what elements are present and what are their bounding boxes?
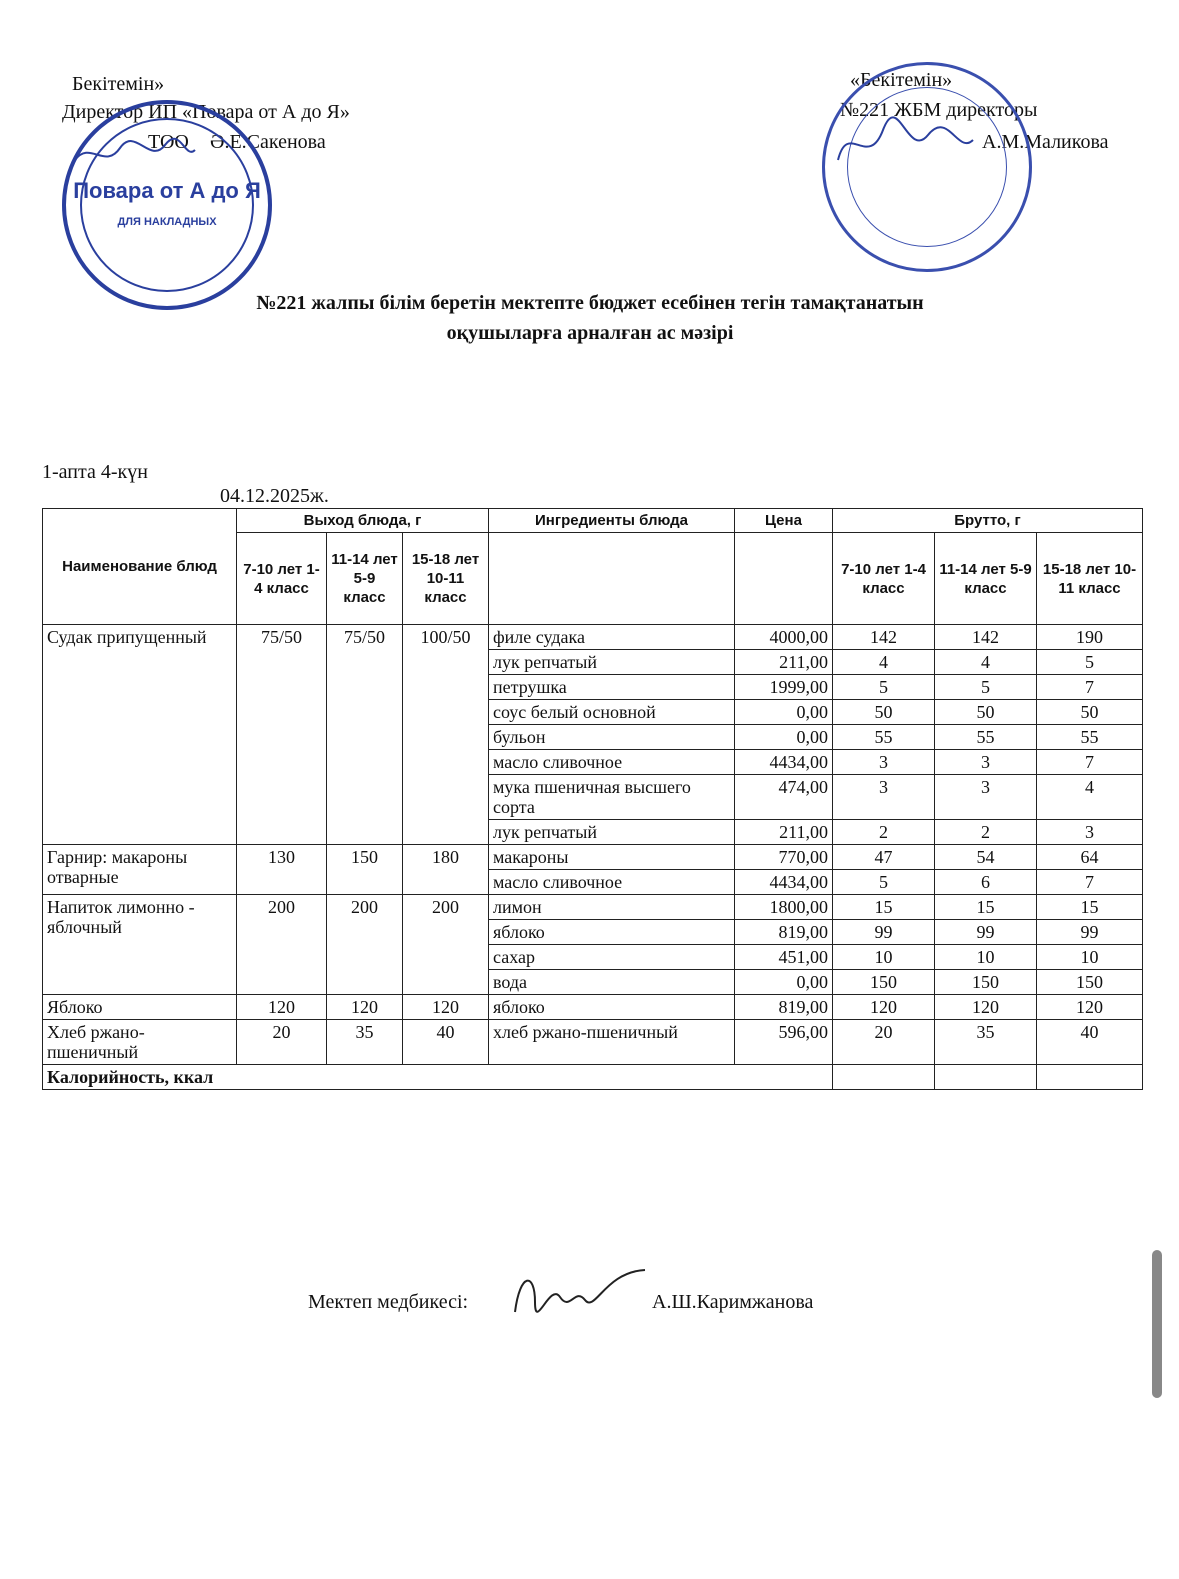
brutto-value: 20 [833, 1020, 935, 1065]
ingredient-price: 211,00 [735, 650, 833, 675]
dish-output: 120 [327, 995, 403, 1020]
header-ingredients: Ингредиенты блюда [489, 509, 735, 533]
header-b-age3: 15-18 лет 10-11 класс [1037, 533, 1143, 625]
dish-output: 120 [403, 995, 489, 1020]
week-day-label: 1-апта 4-күн [42, 461, 148, 483]
dish-name: Хлеб ржано-пшеничный [43, 1020, 237, 1065]
dish-output: 75/50 [327, 625, 403, 845]
header-empty-ing [489, 533, 735, 625]
brutto-value: 7 [1037, 675, 1143, 700]
ingredient-name: масло сливочное [489, 870, 735, 895]
brutto-value: 3 [935, 750, 1037, 775]
brutto-value: 50 [1037, 700, 1143, 725]
signer-right: А.М.Маликова [982, 131, 1109, 153]
dish-output: 75/50 [237, 625, 327, 845]
brutto-value: 64 [1037, 845, 1143, 870]
brutto-value: 99 [833, 920, 935, 945]
ingredient-name: лук репчатый [489, 820, 735, 845]
brutto-value: 190 [1037, 625, 1143, 650]
nurse-label: Мектеп медбикесі: [308, 1291, 469, 1313]
brutto-value: 40 [1037, 1020, 1143, 1065]
header-b-age2: 11-14 лет 5-9 класс [935, 533, 1037, 625]
dish-name: Напиток лимонно - яблочный [43, 895, 237, 995]
brutto-value: 47 [833, 845, 935, 870]
table-row [43, 1020, 1143, 1065]
dish-name: Гарнир: макароны отварные [43, 845, 237, 895]
ingredient-price: 211,00 [735, 820, 833, 845]
dish-output: 180 [403, 845, 489, 895]
ingredient-name: филе судака [489, 625, 735, 650]
table-row [43, 845, 1143, 870]
ingredient-name: мука пшеничная высшего сорта [489, 775, 735, 820]
brutto-value: 50 [833, 700, 935, 725]
dish-output: 20 [237, 1020, 327, 1065]
ingredient-price: 4434,00 [735, 870, 833, 895]
brutto-value: 142 [935, 625, 1037, 650]
calorie-row [43, 1065, 1143, 1090]
approve-label-left: Бекітемін» [72, 73, 165, 95]
brutto-value: 10 [833, 945, 935, 970]
ingredient-price: 4434,00 [735, 750, 833, 775]
scrollbar[interactable] [1152, 1250, 1162, 1398]
header-price: Цена [735, 509, 833, 533]
document-title-line1: №221 жалпы білім беретін мектепте бюджет есебінен тегін тамақтанатын [256, 292, 924, 314]
brutto-value: 55 [1037, 725, 1143, 750]
nurse-name: А.Ш.Каримжанова [652, 1291, 814, 1313]
brutto-value: 35 [935, 1020, 1037, 1065]
ingredient-name: макароны [489, 845, 735, 870]
brutto-value: 2 [833, 820, 935, 845]
brutto-value: 5 [833, 870, 935, 895]
ingredient-name: петрушка [489, 675, 735, 700]
menu-table [42, 508, 1143, 1090]
org-prefix: ТОО [148, 131, 189, 153]
ingredient-price: 4000,00 [735, 625, 833, 650]
ingredient-price: 0,00 [735, 700, 833, 725]
ingredient-name: хлеб ржано-пшеничный [489, 1020, 735, 1065]
brutto-value: 99 [1037, 920, 1143, 945]
dish-output: 35 [327, 1020, 403, 1065]
brutto-value: 120 [935, 995, 1037, 1020]
ingredient-price: 1800,00 [735, 895, 833, 920]
header-b-age1: 7-10 лет 1-4 класс [833, 533, 935, 625]
brutto-value: 7 [1037, 870, 1143, 895]
ingredient-price: 819,00 [735, 920, 833, 945]
ingredient-name: яблоко [489, 920, 735, 945]
brutto-value: 150 [1037, 970, 1143, 995]
table-row [43, 625, 1143, 650]
brutto-value: 15 [935, 895, 1037, 920]
ingredient-price: 819,00 [735, 995, 833, 1020]
ingredient-name: лук репчатый [489, 650, 735, 675]
director-right: №221 ЖБМ директоры [840, 99, 1038, 121]
menu-date: 04.12.2025ж. [220, 485, 329, 507]
ingredient-price: 770,00 [735, 845, 833, 870]
brutto-value: 120 [1037, 995, 1143, 1020]
brutto-value: 7 [1037, 750, 1143, 775]
dish-name: Судак припущенный [43, 625, 237, 845]
header-name: Наименование блюд [43, 509, 237, 625]
document-title-line2: оқушыларға арналған ас мәзірі [446, 322, 734, 344]
dish-output: 120 [237, 995, 327, 1020]
brutto-value: 4 [935, 650, 1037, 675]
brutto-value: 120 [833, 995, 935, 1020]
brutto-value: 2 [935, 820, 1037, 845]
brutto-value: 5 [935, 675, 1037, 700]
ingredient-name: вода [489, 970, 735, 995]
header-empty-price [735, 533, 833, 625]
stamp-brand: Повара от А до Я [73, 178, 261, 203]
dish-name: Яблоко [43, 995, 237, 1020]
brutto-value: 6 [935, 870, 1037, 895]
dish-output: 200 [327, 895, 403, 995]
brutto-value: 150 [833, 970, 935, 995]
nurse-signature [505, 1262, 655, 1322]
dish-output: 130 [237, 845, 327, 895]
approve-label-right: «Бекітемін» [850, 69, 953, 91]
dish-output: 150 [327, 845, 403, 895]
brutto-value: 5 [1037, 650, 1143, 675]
ingredient-name: сахар [489, 945, 735, 970]
ingredient-price: 474,00 [735, 775, 833, 820]
brutto-value: 15 [833, 895, 935, 920]
header-age1: 7-10 лет 1-4 класс [237, 533, 327, 625]
header-age3: 15-18 лет 10-11 класс [403, 533, 489, 625]
brutto-value: 142 [833, 625, 935, 650]
ingredient-price: 596,00 [735, 1020, 833, 1065]
brutto-value: 10 [935, 945, 1037, 970]
brutto-value: 150 [935, 970, 1037, 995]
brutto-value: 10 [1037, 945, 1143, 970]
table-row [43, 895, 1143, 920]
brutto-value: 3 [833, 775, 935, 820]
brutto-value: 3 [1037, 820, 1143, 845]
dish-output: 40 [403, 1020, 489, 1065]
dish-output: 200 [237, 895, 327, 995]
signer-left: Ә.Е.Сакенова [210, 131, 326, 153]
table-row [43, 995, 1143, 1020]
menu-body [43, 625, 1143, 1065]
ingredient-name: соус белый основной [489, 700, 735, 725]
ingredient-price: 451,00 [735, 945, 833, 970]
dish-output: 200 [403, 895, 489, 995]
signature-right [828, 110, 978, 180]
brutto-value: 4 [1037, 775, 1143, 820]
brutto-value: 15 [1037, 895, 1143, 920]
brutto-value: 3 [833, 750, 935, 775]
calorie-label: Калорийность, ккал [43, 1065, 833, 1090]
ingredient-price: 1999,00 [735, 675, 833, 700]
ingredient-price: 0,00 [735, 970, 833, 995]
ingredient-price: 0,00 [735, 725, 833, 750]
brutto-value: 55 [935, 725, 1037, 750]
ingredient-name: бульон [489, 725, 735, 750]
header-output: Выход блюда, г [237, 509, 489, 533]
brutto-value: 50 [935, 700, 1037, 725]
brutto-value: 99 [935, 920, 1037, 945]
header-age2: 11-14 лет 5-9 класс [327, 533, 403, 625]
ingredient-name: масло сливочное [489, 750, 735, 775]
brutto-value: 54 [935, 845, 1037, 870]
brutto-value: 55 [833, 725, 935, 750]
calorie-cell-2 [935, 1065, 1037, 1090]
calorie-cell-1 [833, 1065, 935, 1090]
ingredient-name: яблоко [489, 995, 735, 1020]
signature-left [70, 130, 200, 180]
brutto-value: 5 [833, 675, 935, 700]
dish-output: 100/50 [403, 625, 489, 845]
calorie-cell-3 [1037, 1065, 1143, 1090]
header-brutto: Брутто, г [833, 509, 1143, 533]
brutto-value: 3 [935, 775, 1037, 820]
ingredient-name: лимон [489, 895, 735, 920]
brutto-value: 4 [833, 650, 935, 675]
director-left: Директор ИП «Повара от А до Я» [62, 101, 350, 123]
stamp-sub: ДЛЯ НАКЛАДНЫХ [117, 216, 217, 228]
